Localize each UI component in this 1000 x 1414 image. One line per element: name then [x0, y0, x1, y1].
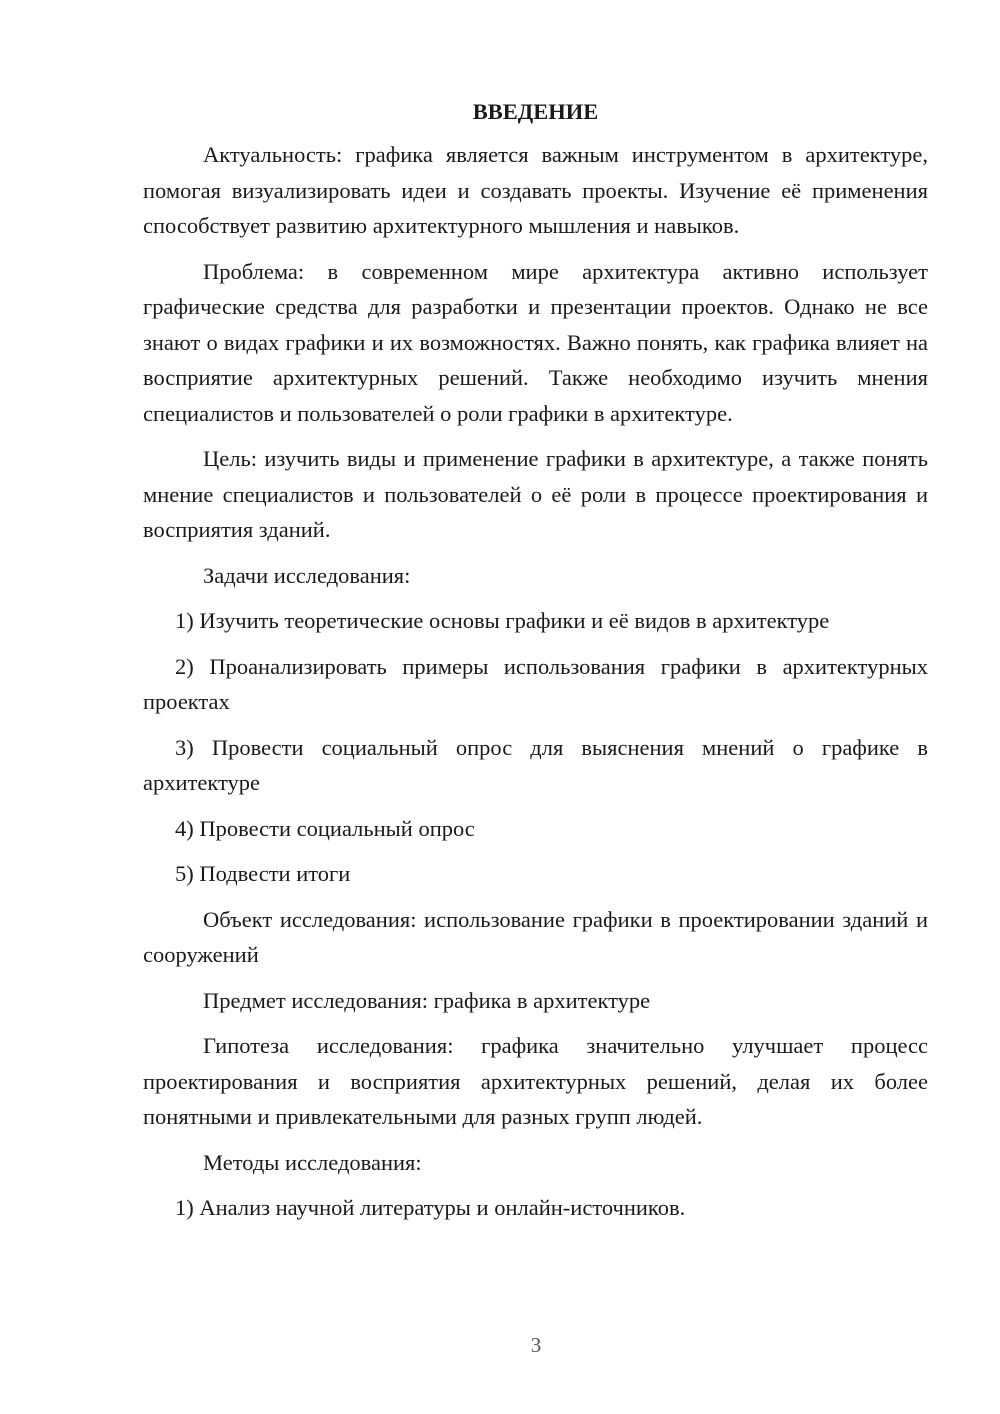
object-paragraph: Объект исследования: использование графики в проектировании зданий и сооружений — [143, 906, 928, 967]
tasks-title: Задачи исследования: — [203, 562, 411, 588]
task-item: 5) Подвести итоги — [175, 861, 351, 886]
task-item: 2) Проанализировать примеры использования графики в архитектурных проектах — [143, 653, 928, 714]
document-body — [143, 96, 928, 1236]
goal-paragraph: Цель: изучить виды и применение графики в архитектуре, а также понять мнение специалистов и пользователей о её роли в процессе проектирования и восприятия зданий. — [143, 446, 928, 542]
problem-paragraph: Проблема: в современном мире архитектура активно использует графические средства для разработки и презентации проектов. Однако не все знают о видах графики и их возможностях. Важно понять, как графика влияет на восприятие архитектурных решений. Также необходимо изучить мнения специалистов и пользователей о роли графики в архитектуре. — [143, 258, 928, 426]
page-number: 3 — [530, 1333, 542, 1357]
task-item: 1) Изучить теоретические основы графики и её видов в архитектуре — [175, 608, 830, 633]
relevance-paragraph: Актуальность: графика является важным инструментом в архитектуре, помогая визуализировать идеи и создавать проекты. Изучение её применения способствует развитию архитектурного мышления и навыков. — [143, 142, 928, 238]
method-item: 1) Анализ научной литературы и онлайн-источников. — [175, 1195, 686, 1220]
methods-title: Методы исследования: — [203, 1149, 422, 1175]
subject-paragraph: Предмет исследования: графика в архитектуре — [203, 987, 651, 1013]
task-item: 3) Провести социальный опрос для выяснения мнений о графике в архитектуре — [143, 734, 928, 795]
section-heading: ВВЕДЕНИЕ — [472, 99, 599, 124]
task-item: 4) Провести социальный опрос — [175, 815, 475, 841]
hypothesis-paragraph: Гипотеза исследования: графика значительно улучшает процесс проектирования и восприятия архитектурных решений, делая их более понятными и привлекательными для разных групп людей. — [143, 1033, 928, 1129]
